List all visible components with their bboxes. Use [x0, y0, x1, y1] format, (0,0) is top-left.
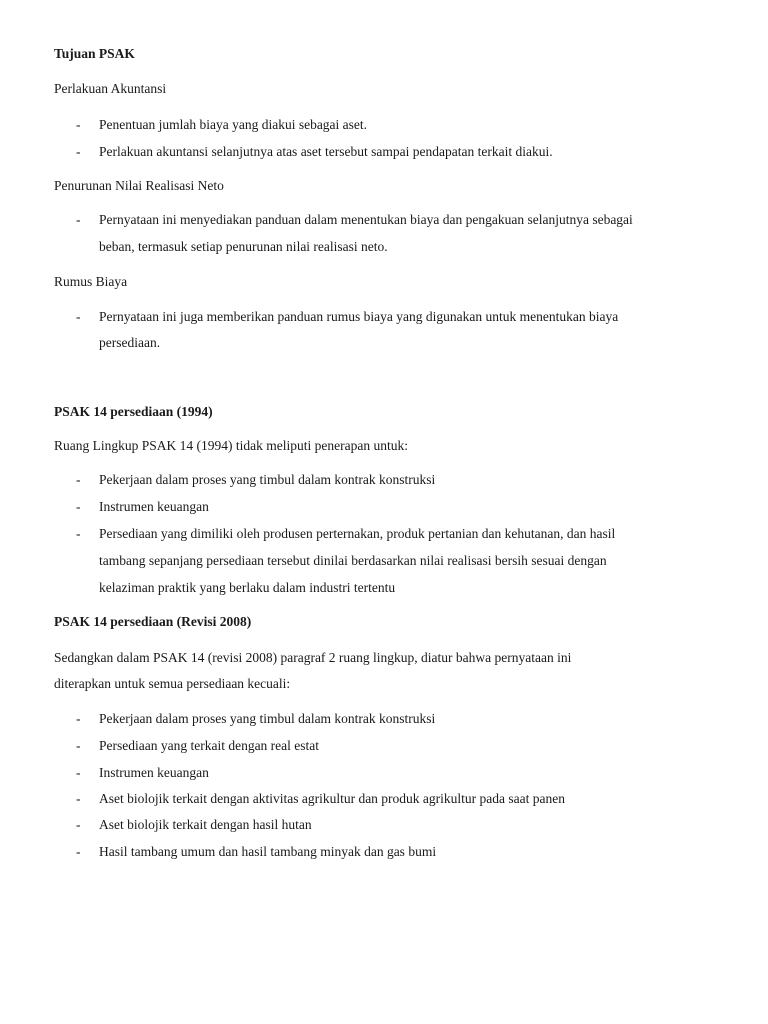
section-title-psak14-1994: PSAK 14 persediaan (1994): [54, 404, 213, 419]
bullet-dash: -: [76, 309, 81, 324]
list-item-line: kelaziman praktik yang berlaku dalam industri tertentu: [99, 580, 396, 595]
list-item-line: Instrumen keuangan: [99, 499, 209, 514]
list-item-line: Persediaan yang dimiliki oleh produsen perternakan, produk pertanian dan kehutanan, dan hasil: [99, 526, 616, 541]
list-item-line: Pernyataan ini menyediakan panduan dalam menentukan biaya dan pengakuan selanjutnya sebagai: [99, 212, 633, 227]
bullet-dash: -: [76, 144, 81, 159]
list-item-line: persediaan.: [99, 335, 161, 350]
list-item-line: Persediaan yang terkait dengan real estat: [99, 738, 320, 753]
bullet-dash: -: [76, 499, 81, 514]
subheading-rumus-biaya: Rumus Biaya: [54, 274, 128, 289]
list-item-line: Hasil tambang umum dan hasil tambang minyak dan gas bumi: [99, 844, 437, 859]
bullet-dash: -: [76, 738, 81, 753]
list-item-line: Instrumen keuangan: [99, 765, 209, 780]
section-intro-line: Sedangkan dalam PSAK 14 (revisi 2008) paragraf 2 ruang lingkup, diatur bahwa pernyataan ini: [54, 650, 572, 665]
bullet-dash: -: [76, 117, 81, 132]
list-item-line: Aset biolojik terkait dengan hasil hutan: [99, 817, 312, 832]
list-item-line: Aset biolojik terkait dengan aktivitas agrikultur dan produk agrikultur pada saat panen: [99, 791, 565, 806]
list-item-line: tambang sepanjang persediaan tersebut dinilai berdasarkan nilai realisasi bersih sesuai dengan: [99, 553, 607, 568]
list-item-line: Pernyataan ini juga memberikan panduan rumus biaya yang digunakan untuk menentukan biaya: [99, 309, 619, 324]
bullet-dash: -: [76, 212, 81, 227]
list-item-line: Penentuan jumlah biaya yang diakui sebagai aset.: [99, 117, 368, 132]
bullet-dash: -: [76, 817, 81, 832]
subheading-perlakuan-akuntansi: Perlakuan Akuntansi: [54, 81, 167, 96]
list-item-line: Perlakuan akuntansi selanjutnya atas aset tersebut sampai pendapatan terkait diakui.: [99, 144, 553, 159]
subheading-penurunan-nilai: Penurunan Nilai Realisasi Neto: [54, 178, 224, 193]
bullet-dash: -: [76, 526, 81, 541]
section-intro: Ruang Lingkup PSAK 14 (1994) tidak meliputi penerapan untuk:: [54, 438, 408, 453]
bullet-dash: -: [76, 844, 81, 859]
list-item-line: Pekerjaan dalam proses yang timbul dalam kontrak konstruksi: [99, 472, 436, 487]
list-item-line: beban, termasuk setiap penurunan nilai realisasi neto.: [99, 239, 388, 254]
bullet-dash: -: [76, 791, 81, 806]
list-item-line: Pekerjaan dalam proses yang timbul dalam kontrak konstruksi: [99, 711, 436, 726]
section-title-psak14-2008: PSAK 14 persediaan (Revisi 2008): [54, 614, 252, 629]
bullet-dash: -: [76, 472, 81, 487]
section-intro-line: diterapkan untuk semua persediaan kecuali:: [54, 676, 291, 691]
bullet-dash: -: [76, 765, 81, 780]
bullet-dash: -: [76, 711, 81, 726]
section-title-tujuan-psak: Tujuan PSAK: [54, 46, 135, 61]
